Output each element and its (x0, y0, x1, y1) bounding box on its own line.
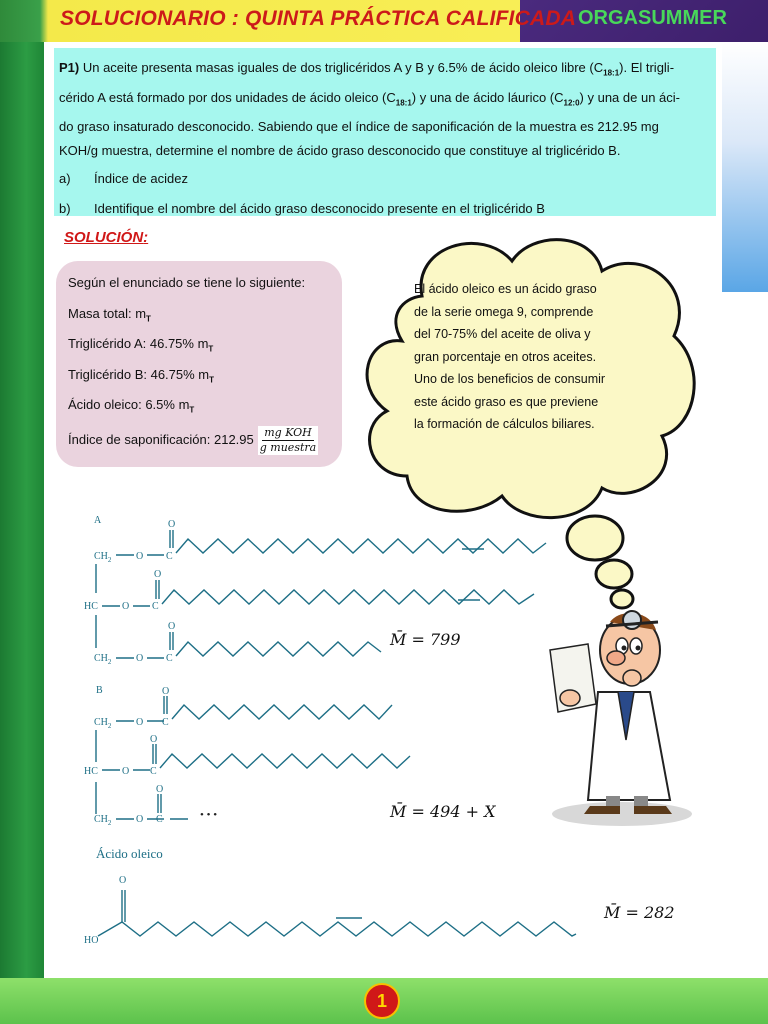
atom-o: O (162, 686, 170, 697)
data-row-trig-a: Triglicérido A: 46.75% $m_T$ (68, 336, 214, 354)
trig-a-chain-3 (176, 642, 381, 656)
label-trig-a: A (94, 515, 102, 526)
atom-ch2: $CH_2$ (94, 551, 112, 564)
brand-label: ORGASUMMER (578, 7, 727, 29)
mass-trig-b: M̄ = 494 + X (390, 802, 496, 821)
problem-box (54, 48, 716, 216)
cloud-note: El ácido oleico es un ácido graso de la serie omega 9, comprende del 70-75% del aceite de oliva y gran porcentaje en otros aceites. Uno de los beneficios de consumir este ácido graso es que previene la formación de cálculos biliares. (414, 282, 606, 431)
trig-a-chain-1 (176, 539, 546, 553)
atom-ho: HO (84, 935, 99, 946)
problem-statement: P1) Un aceite presenta masas iguales de dos triglicéridos A y B y 6.5% de ácido oleico libre $(C_{18:1})$. El trigli- cérido A está formado por dos unidades de ácido oleico $(C_{18:1})$ y una de ácido láurico $(C_{12:0})$ y una de un áci- do graso insaturado desconocido. Sabiendo que el índice de saponificación de la muestra es 212.95 mg KOH/g muestra, determine el nombre de ácido graso desconocido que constituye al triglicérido B. (59, 60, 680, 159)
data-row-oleic: Ácido oleico: 6.5% $m_T$ (68, 397, 195, 415)
data-intro: Según el enunciado se tiene lo siguiente: (68, 275, 306, 290)
continuation-dots: • • • (200, 809, 218, 821)
atom-c: C (166, 653, 173, 664)
left-decorative-bar (0, 42, 44, 978)
trig-a-chain-2 (162, 590, 534, 604)
atom-ch2: $CH_2$ (94, 814, 112, 827)
atom-o: O (122, 601, 130, 612)
atom-o: O (136, 653, 144, 664)
atom-ch2: $CH_2$ (94, 653, 112, 666)
question-b: b) Identifique el nombre del ácido graso desconocido presente en el triglicérido B (59, 201, 545, 217)
atom-o: O (122, 766, 130, 777)
label-oleic-acid: Ácido oleico (96, 846, 163, 861)
atom-o: O (154, 569, 162, 580)
atom-o: O (136, 551, 144, 562)
atom-o: O (136, 717, 144, 728)
page-title: SOLUCIONARIO : QUINTA PRÁCTICA CALIFICADA (60, 7, 577, 30)
mass-oleic: M̄ = 282 (604, 903, 675, 922)
data-row-trig-b: Triglicérido B: 46.75% $m_T$ (68, 366, 215, 385)
atom-o: O (156, 784, 164, 795)
atom-o: O (119, 875, 127, 886)
atom-c: C (156, 814, 163, 825)
oleic-chain (98, 922, 576, 936)
header (0, 0, 768, 42)
atom-o: O (136, 814, 144, 825)
chemical-structures (80, 508, 600, 948)
label-trig-b: B (96, 685, 103, 696)
atom-c: C (150, 766, 157, 777)
atom-o: O (168, 519, 176, 530)
mass-trig-a: M̄ = 799 (390, 630, 461, 649)
question-a: a) Índice de acidez (59, 171, 188, 187)
atom-hc: HC (84, 766, 98, 777)
units-fraction: $\frac{\text{mg KOH}}{\text{g muestra}}$ (259, 425, 317, 454)
data-row-sap: Índice de saponificación: 212.95 $\frac{\text{mg KOH}}{\text{g muestra}}$ (68, 425, 317, 454)
solution-heading: SOLUCIÓN: (64, 229, 149, 246)
problem-label: P1) (59, 60, 80, 75)
atom-c: C (162, 717, 169, 728)
data-summary-box (56, 261, 342, 467)
atom-o: O (150, 734, 158, 745)
data-row-total: Masa total: $m_T$ (68, 305, 151, 324)
atom-ch2: $CH_2$ (94, 717, 112, 730)
atom-o: O (168, 621, 176, 632)
atom-hc: HC (84, 601, 98, 612)
trig-b-chain-2 (160, 754, 410, 768)
right-decorative-bar (722, 42, 768, 292)
atom-c: C (152, 601, 159, 612)
doctor-illustration-icon (540, 600, 700, 830)
atom-c: C (166, 551, 173, 562)
trig-b-chain-1 (172, 705, 392, 719)
page-number-badge: 1 (364, 983, 400, 1019)
